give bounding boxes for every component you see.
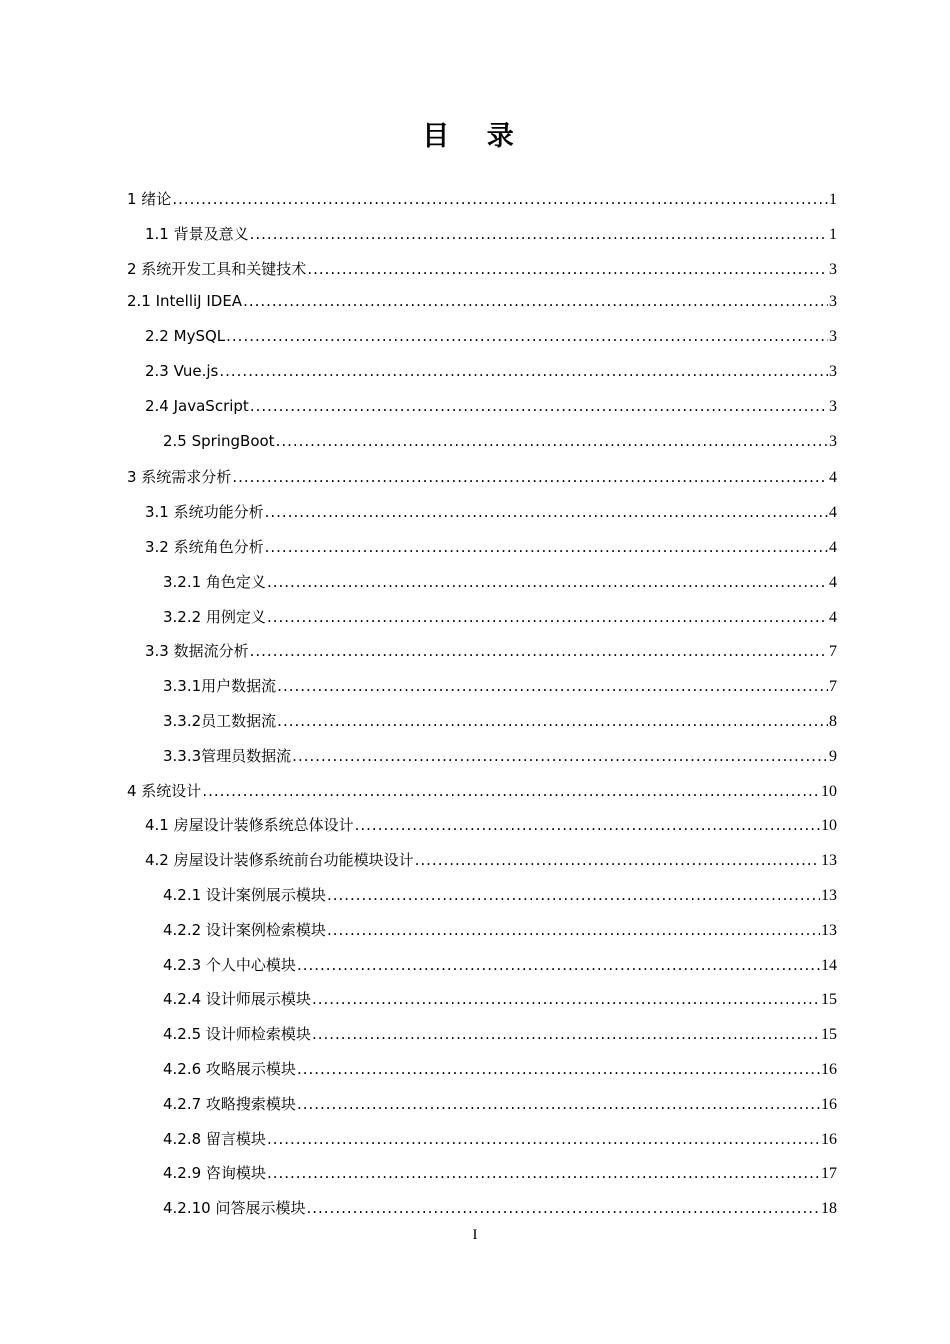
toc-entry-label: 4.2.10 问答展示模块	[163, 1199, 306, 1218]
dot-leader	[250, 397, 828, 415]
toc-entry-page: 15	[821, 1026, 837, 1044]
toc-entry[interactable]	[127, 571, 837, 606]
dot-leader	[415, 851, 820, 869]
dot-leader	[277, 712, 828, 730]
toc-entry[interactable]	[127, 954, 837, 989]
toc-entry-page: 3	[829, 260, 837, 278]
toc-entry[interactable]	[127, 223, 837, 258]
dot-leader	[267, 1164, 820, 1182]
toc-entry-label: 1.1 背景及意义	[145, 224, 249, 243]
dot-leader	[243, 292, 828, 310]
toc-entry-label: 4.2.9 咨询模块	[163, 1164, 266, 1183]
dot-leader	[267, 608, 828, 626]
dot-leader	[219, 362, 828, 380]
toc-entry-page: 4	[829, 504, 837, 522]
toc-entry-label: 3.3.3管理员数据流	[163, 746, 292, 765]
dot-leader	[232, 468, 828, 486]
toc-entry-page: 9	[829, 747, 837, 765]
toc-entry[interactable]	[127, 362, 837, 397]
dot-leader	[277, 677, 828, 695]
dot-leader	[267, 573, 828, 591]
toc-entry-label: 2.1 IntelliJ IDEA	[127, 292, 243, 311]
dot-leader	[297, 956, 820, 974]
toc-entry-page: 10	[821, 782, 837, 800]
toc-entry-label: 4.2.3 个人中心模块	[163, 955, 296, 974]
toc-entry[interactable]	[127, 536, 837, 571]
toc-entry[interactable]	[127, 397, 837, 432]
dot-leader	[297, 1060, 820, 1078]
toc-entry[interactable]	[127, 710, 837, 745]
toc-entry[interactable]	[127, 327, 837, 362]
toc-entry-page: 10	[821, 817, 837, 835]
toc-entry-label: 3 系统需求分析	[127, 468, 232, 487]
toc-entry[interactable]	[127, 919, 837, 954]
dot-leader	[276, 432, 828, 450]
toc-entry[interactable]	[127, 988, 837, 1023]
toc-entry-label: 2 系统开发工具和关键技术	[127, 259, 307, 278]
toc-entry-page: 18	[821, 1200, 837, 1218]
toc-entry-page: 4	[829, 538, 837, 556]
toc-entry[interactable]	[127, 1128, 837, 1163]
toc-entry-page: 13	[821, 852, 837, 870]
toc-entry[interactable]	[127, 466, 837, 501]
toc-entry[interactable]	[127, 1023, 837, 1058]
toc-entry-label: 3.1 系统功能分析	[145, 503, 264, 522]
toc-entry-page: 13	[821, 886, 837, 904]
dot-leader	[265, 538, 828, 556]
dot-leader	[267, 1130, 820, 1148]
toc-entry-label: 4.2.1 设计案例展示模块	[163, 885, 326, 904]
toc-entry[interactable]	[127, 780, 837, 815]
toc-entry-page: 14	[821, 956, 837, 974]
toc-entry-page: 13	[821, 921, 837, 939]
toc-entry-label: 3.2 系统角色分析	[145, 537, 264, 556]
toc-entry[interactable]	[127, 258, 837, 293]
toc-entry-label: 1 绪论	[127, 190, 172, 208]
toc-entry[interactable]	[127, 675, 837, 710]
dot-leader	[202, 782, 820, 800]
dot-leader	[226, 327, 828, 345]
toc-entry-page: 7	[829, 643, 837, 661]
toc-entry-label: 3.3.1用户数据流	[163, 677, 277, 696]
toc-entry[interactable]	[127, 884, 837, 919]
dot-leader	[307, 260, 828, 278]
toc-entry-label: 4.2.4 设计师展示模块	[163, 990, 311, 1009]
dot-leader	[172, 190, 828, 208]
toc-entry-label: 4 系统设计	[127, 781, 202, 800]
toc-entry[interactable]	[127, 188, 837, 223]
toc-entry-page: 4	[829, 573, 837, 591]
toc-entry-page: 16	[821, 1130, 837, 1148]
dot-leader	[306, 1199, 820, 1217]
toc-entry[interactable]	[127, 292, 837, 327]
dot-leader	[327, 886, 820, 904]
dot-leader	[250, 225, 828, 243]
toc-entry-page: 15	[821, 991, 837, 1009]
toc-entry-label: 3.2.2 用例定义	[163, 607, 266, 626]
toc-entry[interactable]	[127, 1058, 837, 1093]
toc-entry-label: 2.5 SpringBoot	[163, 431, 275, 450]
toc-entry[interactable]	[127, 640, 837, 675]
toc-entry-page: 16	[821, 1060, 837, 1078]
toc-entry-label: 4.2.8 留言模块	[163, 1129, 266, 1148]
dot-leader	[312, 1025, 820, 1043]
toc-entry-label: 4.2 房屋设计装修系统前台功能模块设计	[145, 851, 414, 870]
dot-leader	[327, 921, 820, 939]
toc-entry-label: 3.2.1 角色定义	[163, 572, 266, 591]
toc-entry-page: 3	[829, 432, 837, 450]
dot-leader	[297, 1095, 820, 1113]
toc-entry-page: 1	[829, 191, 837, 208]
toc-entry[interactable]	[127, 501, 837, 536]
toc-entry[interactable]	[127, 1093, 837, 1128]
toc-entry-label: 4.2.2 设计案例检索模块	[163, 920, 326, 939]
table-of-contents	[127, 188, 837, 1232]
toc-entry-label: 2.2 MySQL	[145, 327, 226, 346]
toc-entry-page: 8	[829, 712, 837, 730]
page-title: 目 录	[422, 121, 528, 152]
toc-entry-page: 4	[829, 608, 837, 626]
toc-entry-page: 7	[829, 678, 837, 696]
toc-entry-page: 16	[821, 1095, 837, 1113]
toc-entry-page: 4	[829, 469, 837, 487]
toc-entry[interactable]	[127, 1162, 837, 1197]
toc-entry-label: 4.1 房屋设计装修系统总体设计	[145, 816, 354, 835]
toc-entry[interactable]	[127, 432, 837, 467]
toc-entry[interactable]	[127, 606, 837, 641]
toc-entry-label: 3.3.2员工数据流	[163, 711, 277, 730]
dot-leader	[355, 816, 820, 834]
toc-entry[interactable]	[127, 849, 837, 884]
dot-leader	[312, 990, 820, 1008]
dot-leader	[250, 642, 828, 660]
toc-entry-label: 4.2.6 攻略展示模块	[163, 1059, 296, 1078]
page-number: I	[472, 1227, 478, 1243]
toc-entry-label: 3.3 数据流分析	[145, 642, 249, 661]
dot-leader	[265, 503, 828, 521]
toc-entry-page: 3	[829, 362, 837, 380]
toc-entry-label: 2.4 JavaScript	[145, 396, 249, 415]
toc-entry-page: 3	[829, 328, 837, 346]
toc-entry-label: 4.2.5 设计师检索模块	[163, 1025, 311, 1044]
toc-entry-page: 17	[821, 1165, 837, 1183]
toc-entry[interactable]	[127, 814, 837, 849]
toc-entry-label: 4.2.7 攻略搜索模块	[163, 1094, 296, 1113]
toc-entry[interactable]	[127, 745, 837, 780]
toc-entry-page: 3	[829, 293, 837, 311]
toc-entry-label: 2.3 Vue.js	[145, 361, 219, 380]
toc-entry-page: 3	[829, 397, 837, 415]
toc-entry-page: 1	[829, 225, 837, 243]
dot-leader	[292, 747, 828, 765]
